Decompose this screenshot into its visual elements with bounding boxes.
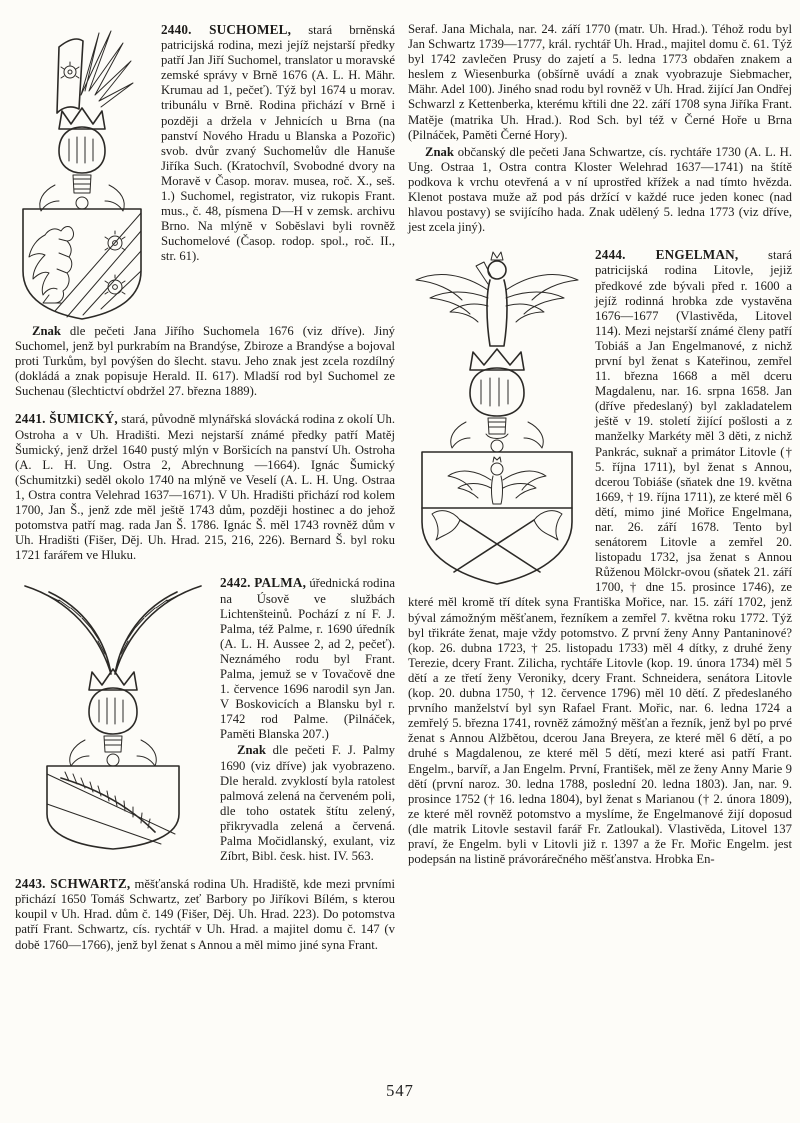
engelman-coat-of-arms <box>408 250 586 588</box>
entry-2441-lead-text: stará, původně mlynářská slovácká rodina z okolí Uh. Ostroha a v Uh. Hradišti. Mezi nejstarší známé předky patří Matěj Šumický, jenž držel 1640 pustý mlýn v Boršicích na panství Uh. Ostroha (A. L. H. Ung. Ostra 2, Abrechnung —1664). Ignác Šumický (Schumitzki) seděl okolo 1740 na mlýně ve Veselí (A. L. H. Ung. Ostraa 1, Ostra contra Velehrad 1637—1671). V Uh. Hradišti přichází rod kolem 1700, Jan Š., jenž zde měl ještě 1743 dům, později hostinec a do jehož potomstva patří mag. rada Jan Š. 1786. Ignác Š. měl 1743 rovněž dům v Uh. Hradišti (Fišer, Děj. Uh. Hrad. 215, 216, 226). Bernard Š. byl roku 1721 farářem ve Hluku. <box>15 412 396 563</box>
entry-2443-heading: 2443. SCHWARTZ, <box>15 876 131 892</box>
suchomel-coat-of-arms <box>15 25 152 321</box>
entry-2441-body <box>15 411 395 563</box>
entry-2443-schwartz <box>15 876 395 952</box>
entry-2440-body <box>15 22 395 265</box>
entry-2442-heading: 2442. PALMA, <box>220 575 307 591</box>
left-column <box>15 22 395 953</box>
entry-2444-heading: 2444. ENGELMAN, <box>595 247 739 263</box>
entry-2442-lead-text: úřednická rodina na Úsově ve službách Lichtenšteinů. Pochází z ní F. J. Palma, též Palme, r. 1690 úředník (A. L. H. Aussee 2, ad 2, pečeť). Neznámého rodu byl Frant. Palma, jemuž se v Tovačově dne 1. července 1696 narodil syn Jan. V Boskovicích a Blansku byl r. 1742 rod Palme. (Pilnáček, Paměti Blanska 207.) <box>220 576 395 742</box>
entry-2441-heading: 2441. ŠUMICKÝ, <box>15 411 118 427</box>
entry-2442-body <box>15 575 395 742</box>
palma-coat-of-arms <box>15 578 211 850</box>
entry-2443-lead-text: měšťanská rodina Uh. Hradiště, kde mezi prvními přichází 1650 Tomáš Schwartz, zeť Barbory po Jiříkovi Bílém, s kterou koupil v Uh. Hrad. dům č. 149 (Fišer, Děj. Uh. Hrad. 223). Do potomstva patří Frant. Schwartz, cís. rychtář v Uh. Hrad. a majitel domu č. 147 (v době 1760—1766), jenž byl ženat s Annou a měl mimo jiné syna Frant. <box>15 877 395 952</box>
right-column <box>408 22 792 953</box>
entry-2444-lead-text: stará patricijská rodina Litovle, jejiž předkové zde bývali před r. 1600 a jejíž rodinná hrobka zde vystavěna 1676—1677 (Vlastivěda, Litovel 114). Mezi nejstarší známé členy patří Tobiáš a Jan Engelmanové, z nichž první byl ženat s Kateřinou, zemřel 11. března 1668 a měl dceru Magdalenu, nar. 16. srpna 1658. Jan (dříve předeslaný) byl zakladatelem ještě v 19. století žijící pošlosti a z manželky Markéty měl 3 děti, z nichž Pankrác, suknař a primátor Litovle († 5. října 1711), byl ženat s Annou, dcerou Tobiáše (sňatek dne 19. května 1669, † 19. října 1711), ze které měl 6 dětí, mimo jiné Mořice Engelmana, nar. 26. září 1678. Tento byl senátorem Litovle a zemřel 20. listopadu 1732, jsa ženat s Annou Růženou Mölckr-ovou (sňatek 21. září 1700, † dne 15. prosince 1746), ze které měl kromě tří dítek syna Františka Mořice, nar. 15. září 1702, jenž býval zámožným měšťanem, řezníkem a zemřel 7. května roku 1772. Týž byl třikráte ženat, maje vždy potomstvo. Z první ženy Anny Pantaninové? (kop. 26. dubna 1723, † 25. listopadu 1733) měl 4 dítky, z druhé ženy Terezie, dcery Frant. Zilicha, rychtáře Litovle (kop. 19. února 1734) měl 5 dětí a ze třetí ženy Veroniky, dcery Frant. Schneidera, senátora Litovle (kop. 20. dubna 1750, † 12. července 1796) měl 10 dětí. Z předeslaného prvního manželství byl syn Rafael Frant. Mořic, nar. 6. ledna 1724 a zemřelý 5. března 1741, rovněž zámožný měšťan a řezník, jenž byl po prvé ženat s Annou Alžbětou, dcerou Jana Breyera, ze které měl 6 dětí, a po druhé s Magdalenou, ze které měl 5 dětí, mezi které asi patří Frant. Engelm., barvíř, a Jan Engelm. První, František, měl ze ženy Anny Marie 9 dětí (první naroz. 30. ledna 1788, poslední 20. ledna 1803). Jan, nar. 9. prosince 1752 († 16. ledna 1804), byl ženat s Marianou († 2. února 1809), ze které měl rovněž potomstvo a myslíme, že Engelmanové žijí doposud (dle matrik Litovle sestavil farář Fr. Zatloukal). Vlastivěda, Litovel 137 praví, že Engelm. byli v Litovli již r. 1397 a že Fr. Mořic Engelm. jest podepsán na listině právorárečného měšťanstva. Hrobka En- <box>408 248 792 867</box>
entry-2440-znak-text: dle pečeti Jana Jiřího Suchomela 1676 (viz dříve). Jiný Suchomel, jenž byl purkrabím na Brandýse, Zbiroze a Brandýse a bojoval proti Turkům, byl povýšen do šlecht. stavu. Jeho znak jest zcela rozdílný (dokládá a znak popisuje Herald. II. 617). Mladší rod byl Suchomel ze Suchenau (šlechtictví obdržel 27. března 1889). <box>15 324 396 399</box>
schwartz-continuation-text: Seraf. Jana Michala, nar. 24. září 1770 (matr. Uh. Hrad.). Téhož rodu byl Jan Schwartz 1739—1777, král. rychtář Uh. Hrad., majitel domu č. 61. Týž byl 1742 zavlečen Prusy do zajetí a 5. ledna 1773 obdařen znakem a heslem z Wiesenburka (obšírně uvádí a znak vyobrazuje Siebmacher, Mähr. Adel 100). Jiného snad rodu byl rovněž v Uh. Hrad. žijící Jan Ondřej Schwarzl z Kettenberka, kterému křtili dne 22. září 1708 syna Jiříka Frant. Matěje (matrika Uh. Hrad.). Rod Sch. byl též v Černé Hoře u Brna (Pilnáček, Paměti Černé Hory). <box>408 22 792 142</box>
entry-2444-body <box>408 247 792 867</box>
znak-label: Znak <box>32 324 61 338</box>
entry-2440-znak-paragraph <box>15 324 395 399</box>
page-number: 547 <box>386 1081 414 1100</box>
entry-2443-body <box>15 876 395 952</box>
two-column-layout <box>15 22 792 953</box>
znak-label: Znak <box>237 743 266 758</box>
entry-2440-heading: 2440. SUCHOMEL, <box>161 22 292 37</box>
schwartz-continuation-paragraph <box>408 22 792 143</box>
entry-2442-znak-text: dle pečeti F. J. Palmy 1690 (viz dříve) jak vyobrazeno. Dle herald. zvyklostí byla ratolest palmová zelená na červeném poli, dle toho ostatek štítu zelený, přikryvadla zelená a červená. Palma Močidlanský, exulant, viz Zíbrt, Bibl. česk. hist. IV. 563. <box>220 743 395 864</box>
znak-label: Znak <box>425 144 454 159</box>
entry-2441-sumicky <box>15 411 395 563</box>
schwartz-znak-paragraph <box>408 145 792 236</box>
entry-2444-engelman <box>408 247 792 867</box>
entry-2440-suchomel <box>15 22 395 399</box>
schwartz-znak-text: občanský dle pečeti Jana Schwartze, cís. rychtáře 1730 (A. L. H. Ung. Ostraa 1, Ostra contra Kloster Welehrad 1637—1741) na štítě podkova k vrchu otevřená a v ní uprostřed křížek a nad tímto hvězda. Klenot postava muže až pod pás držící v každé ruce jeden konec (nad hlavou postavy) se svijícího hada. Znak udělený 5. ledna 1773 (viz dříve, jest zcela jiný). <box>408 144 793 235</box>
entry-2442-palma <box>15 575 395 864</box>
entry-2440-lead-text: stará brněnská patricijská rodina, mezi jejíž nejstarší předky patří Jan Jiří Suchomel, translator u moravské zemské správy v Brně 1676 (A. L. H. Mähr. Krumau ad 1, pečeť). Týž byl 1674 u morav. tribunálu v Brně. Rodina přichází v Brně i později a držela v Jehnicích u Brna (na panství Nového Hradu u Blanska a Pozořic) svob. dvůr zvaný Suchomelův dle Hanuše Jiříka Such. (Kratochvíl, Svobodné dvory na Moravě v Časop. morav. musea, roč. X., seš. 1.) Suchomel, registrator, viz rukopis Frant. mus., č. 48, písmena D—H v zemsk. archivu Brno. Na mlýně v Soběslavi byli rovněž Suchomelové (Časop. rodop. spol., roč. II., str. 61). <box>161 23 396 264</box>
